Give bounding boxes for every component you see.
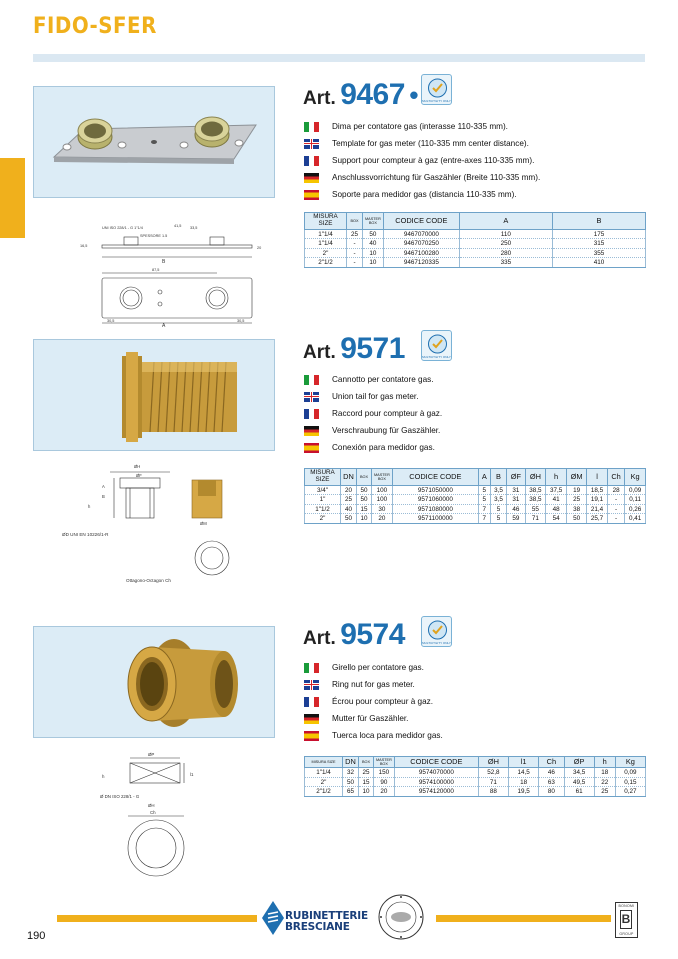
table-cell: 10 <box>363 248 384 258</box>
description-item: Tuerca loca para medidor gas. <box>304 727 443 744</box>
drawing-label: 33,5 <box>190 226 198 230</box>
table-row <box>305 229 646 239</box>
table-cell: 40 <box>363 239 384 249</box>
table-cell: 9467100280 <box>383 248 459 258</box>
table-cell: 410 <box>552 258 645 268</box>
table-cell: 59 <box>507 514 525 524</box>
germany-flag-icon <box>304 173 319 183</box>
table-cell: 20 <box>374 787 395 797</box>
table-cell: 0,15 <box>615 777 645 787</box>
germany-flag-icon <box>304 714 319 724</box>
table-cell: 2"1/2 <box>305 787 343 797</box>
table-cell: 150 <box>374 768 395 778</box>
table-row <box>305 787 646 797</box>
drawing-label: l1 <box>190 772 194 777</box>
table-cell: 37,5 <box>546 485 567 495</box>
drawing-label: A <box>162 323 166 329</box>
table-cell: 100 <box>372 495 393 505</box>
drawing-label: 30,5 <box>107 319 115 323</box>
footer-bar-right <box>436 915 611 922</box>
technical-drawing-9467 <box>62 215 282 330</box>
column-header: BOX <box>347 213 363 230</box>
bonomi-group-logo <box>615 902 638 938</box>
table-cell: 19,1 <box>587 495 608 505</box>
table-cell: 50 <box>343 777 359 787</box>
table-cell: 9574120000 <box>394 787 478 797</box>
table-cell: - <box>607 495 624 505</box>
table-cell: 31 <box>507 485 525 495</box>
description-item: Support pour compteur à gaz (entre-axes 110-335 mm). <box>304 152 540 169</box>
table-cell: 9571100000 <box>392 514 478 524</box>
multiutility-badge <box>421 616 452 647</box>
table-cell: - <box>347 258 363 268</box>
table-cell: 28 <box>607 485 624 495</box>
table-cell: 9571080000 <box>392 504 478 514</box>
table-row <box>305 768 646 778</box>
column-header: DN <box>343 757 359 768</box>
column-header: Ch <box>539 757 564 768</box>
table-cell: 25 <box>347 229 363 239</box>
table-cell: 5 <box>490 504 507 514</box>
table-row <box>305 258 646 268</box>
table-cell: 2" <box>305 248 347 258</box>
article-title-9467 <box>303 78 419 112</box>
table-cell: 7 <box>478 504 490 514</box>
table-cell: 25,7 <box>587 514 608 524</box>
table-cell: 10 <box>357 514 372 524</box>
uk-flag-icon <box>304 392 319 402</box>
badge-caption: MULTIUTILITY ONLY <box>422 641 451 645</box>
column-header: BOX <box>359 757 374 768</box>
table-cell: 7 <box>478 514 490 524</box>
description-list-9571 <box>304 371 442 456</box>
column-header: Kg <box>615 757 645 768</box>
column-header: MISURA SIZE <box>305 469 341 486</box>
table-cell: 38,5 <box>525 495 546 505</box>
spec-table-9571 <box>304 468 646 524</box>
table-row <box>305 495 646 505</box>
table-cell: 5 <box>478 485 490 495</box>
drawing-label: SPESSORE 1.5 <box>140 234 168 238</box>
table-cell: 14,5 <box>509 768 539 778</box>
column-header: ØH <box>478 757 508 768</box>
company-name-line1: RUBINETTERIE <box>285 910 368 922</box>
table-cell: 54 <box>546 514 567 524</box>
technical-drawing-9571 <box>62 458 282 588</box>
drawing-label: ØH <box>134 464 141 469</box>
description-item: Ring nut for gas meter. <box>304 676 443 693</box>
table-cell: 46 <box>507 504 525 514</box>
table-cell: 25 <box>341 495 357 505</box>
description-item: Dima per contatore gas (interasse 110-335 mm). <box>304 118 540 135</box>
table-cell: 50 <box>363 229 384 239</box>
column-header: B <box>552 213 645 230</box>
table-cell: 25 <box>566 495 586 505</box>
table-cell: - <box>347 239 363 249</box>
uk-flag-icon <box>304 680 319 690</box>
description-item: Anschlussvorrichtung für Gaszähler (Breite 110-335 mm). <box>304 169 540 186</box>
column-header: h <box>594 757 615 768</box>
table-cell: 9467120335 <box>383 258 459 268</box>
column-header: A <box>459 213 552 230</box>
table-cell: 0,41 <box>625 514 646 524</box>
table-cell: 2" <box>305 514 341 524</box>
drawing-label: 16,5 <box>80 244 88 248</box>
description-item: Mutter für Gaszähler. <box>304 710 443 727</box>
column-header: l1 <box>509 757 539 768</box>
description-item: Union tail for gas meter. <box>304 388 442 405</box>
article-number: 9467 <box>340 78 405 111</box>
column-header: A <box>478 469 490 486</box>
table-cell: 34,5 <box>564 768 594 778</box>
spain-flag-icon <box>304 190 319 200</box>
table-cell: 61 <box>564 787 594 797</box>
column-header: Kg <box>625 469 646 486</box>
table-cell: 2"1/2 <box>305 258 347 268</box>
page-number: 190 <box>27 930 46 942</box>
table-cell: 100 <box>372 485 393 495</box>
table-cell: 175 <box>552 229 645 239</box>
column-header: ØH <box>525 469 546 486</box>
description-item: Soporte para medidor gas (distancia 110-335 mm). <box>304 186 540 203</box>
table-cell: 1"1/4 <box>305 768 343 778</box>
column-header: CODICE CODE <box>394 757 478 768</box>
table-cell: 110 <box>459 229 552 239</box>
table-cell: 1"1/4 <box>305 229 347 239</box>
column-header: ØF <box>507 469 525 486</box>
table-cell: 335 <box>459 258 552 268</box>
column-header: h <box>546 469 567 486</box>
spain-flag-icon <box>304 731 319 741</box>
column-header: MISURA SIZE <box>305 757 343 768</box>
rubinetterie-bresciane-logo <box>262 899 372 939</box>
table-cell: 18 <box>509 777 539 787</box>
column-header: ØP <box>564 757 594 768</box>
column-header: BOX <box>357 469 372 486</box>
table-cell: 3,5 <box>490 485 507 495</box>
description-item: Écrou pour compteur à gaz. <box>304 693 443 710</box>
table-cell: 80 <box>539 787 564 797</box>
table-cell: 49,5 <box>564 777 594 787</box>
description-item: Conexión para medidor gas. <box>304 439 442 456</box>
table-cell: 9571050000 <box>392 485 478 495</box>
technical-drawing-9574 <box>100 748 220 883</box>
table-row <box>305 514 646 524</box>
france-flag-icon <box>304 156 319 166</box>
group-logo-letter: B <box>620 910 632 929</box>
table-cell: 31 <box>507 495 525 505</box>
italy-flag-icon <box>304 663 319 673</box>
table-cell: 88 <box>478 787 508 797</box>
article-number: 9574 <box>340 618 405 651</box>
article-prefix: Art. <box>303 88 336 109</box>
table-cell: 50 <box>566 514 586 524</box>
badge-caption: MULTIUTILITY ONLY <box>422 355 451 359</box>
table-cell: 32 <box>343 768 359 778</box>
article-title-9574 <box>303 618 405 652</box>
drawing-label: ØF <box>136 473 142 478</box>
table-cell: 280 <box>459 248 552 258</box>
drawing-label: ØP <box>148 752 155 757</box>
table-cell: 19,5 <box>509 787 539 797</box>
spec-table-9467 <box>304 212 646 268</box>
column-header: B <box>490 469 507 486</box>
table-cell: 25 <box>594 787 615 797</box>
drawing-label: B <box>162 259 166 265</box>
table-cell: 41 <box>546 495 567 505</box>
column-header: MASTER BOX <box>372 469 393 486</box>
product-photo-9571 <box>33 339 275 451</box>
drawing-label: h <box>102 774 105 779</box>
france-flag-icon <box>304 697 319 707</box>
group-logo-bottom: GROUP <box>619 932 634 936</box>
table-cell: - <box>607 514 624 524</box>
company-name-line2: BRESCIANE <box>285 921 350 933</box>
section-tab-marker <box>0 158 25 238</box>
italy-flag-icon <box>304 375 319 385</box>
table-cell: 90 <box>374 777 395 787</box>
table-cell: 10 <box>359 787 374 797</box>
table-cell: 3/4" <box>305 485 341 495</box>
drawing-label: UNI ISO 228/1 - G 1"1/4 <box>102 226 143 230</box>
table-row <box>305 239 646 249</box>
column-header: CODICE CODE <box>383 213 459 230</box>
table-cell: 21,4 <box>587 504 608 514</box>
description-item: Girello per contatore gas. <box>304 659 443 676</box>
table-cell: 15 <box>359 777 374 787</box>
table-cell: 355 <box>552 248 645 258</box>
drawing-label: ØM <box>200 521 207 526</box>
drawing-label: B <box>102 494 105 499</box>
table-cell: 5 <box>490 514 507 524</box>
group-logo-top: BONOMI <box>618 904 635 908</box>
badge-caption: MULTIUTILITY ONLY <box>422 99 451 103</box>
table-cell: 50 <box>341 514 357 524</box>
uk-flag-icon <box>304 139 319 149</box>
description-list-9467 <box>304 118 540 203</box>
table-cell: 50 <box>357 485 372 495</box>
table-row <box>305 248 646 258</box>
drawing-label: ØH <box>148 803 155 808</box>
article-prefix: Art. <box>303 628 336 649</box>
table-cell: 65 <box>343 787 359 797</box>
column-header: CODICE CODE <box>392 469 478 486</box>
germany-flag-icon <box>304 426 319 436</box>
drawing-label: A <box>102 484 105 489</box>
table-cell: 250 <box>459 239 552 249</box>
table-cell: 9467070000 <box>383 229 459 239</box>
column-header: MASTER BOX <box>363 213 384 230</box>
table-cell: 9467070250 <box>383 239 459 249</box>
product-photo-9574 <box>33 626 275 738</box>
table-cell: 15 <box>357 504 372 514</box>
table-cell: 20 <box>341 485 357 495</box>
table-row <box>305 504 646 514</box>
table-cell: 0,09 <box>625 485 646 495</box>
table-cell: 0,26 <box>625 504 646 514</box>
drawing-label: Ottagono-Octagon Ch <box>126 578 171 583</box>
italy-flag-icon <box>304 122 319 132</box>
table-cell: 52,8 <box>478 768 508 778</box>
column-header: MASTER BOX <box>374 757 395 768</box>
table-cell: 18 <box>594 768 615 778</box>
column-header: Ch <box>607 469 624 486</box>
table-cell: 10 <box>363 258 384 268</box>
multiutility-badge <box>421 74 452 105</box>
footer-bar-left <box>57 915 257 922</box>
iso-certification-seal-icon <box>377 893 425 941</box>
multiutility-badge <box>421 330 452 361</box>
table-cell: 46 <box>539 768 564 778</box>
table-cell: 1"1/2 <box>305 504 341 514</box>
table-cell: 20 <box>372 514 393 524</box>
header-rule <box>33 54 645 62</box>
table-cell: 315 <box>552 239 645 249</box>
drawing-label: 41,5 <box>174 224 182 228</box>
drawing-label: ØD UNI EN 10226/1-R <box>62 532 109 537</box>
article-prefix: Art. <box>303 342 336 363</box>
table-row <box>305 777 646 787</box>
drawing-label: 87,5 <box>152 268 160 272</box>
brand-title: FIDO-SFER <box>33 14 157 39</box>
france-flag-icon <box>304 409 319 419</box>
drawing-label: Ø DN ISO 228/1 - G <box>100 794 140 799</box>
drawing-label: 30,5 <box>237 319 245 323</box>
table-cell: 38,5 <box>525 485 546 495</box>
table-cell: 19 <box>566 485 586 495</box>
table-cell: - <box>607 504 624 514</box>
table-cell: 48 <box>546 504 567 514</box>
table-cell: 1" <box>305 495 341 505</box>
description-item: Template for gas meter (110-335 mm center distance). <box>304 135 540 152</box>
table-cell: 22 <box>594 777 615 787</box>
spec-table-9574 <box>304 756 646 797</box>
table-cell: 5 <box>478 495 490 505</box>
column-header: ØM <box>566 469 586 486</box>
product-photo-9467 <box>33 86 275 198</box>
table-cell: 9571060000 <box>392 495 478 505</box>
table-cell: 55 <box>525 504 546 514</box>
column-header: MISURA SIZE <box>305 213 347 230</box>
drawing-label: 20 <box>257 246 262 250</box>
description-item: Cannotto per contatore gas. <box>304 371 442 388</box>
table-cell: 1"1/4 <box>305 239 347 249</box>
table-cell: 63 <box>539 777 564 787</box>
table-cell: 40 <box>341 504 357 514</box>
article-title-9571 <box>303 332 405 366</box>
table-cell: 71 <box>478 777 508 787</box>
table-cell: 9574100000 <box>394 777 478 787</box>
table-cell: 0,27 <box>615 787 645 797</box>
rb-mark-icon <box>262 901 284 935</box>
table-cell: 0,11 <box>625 495 646 505</box>
table-cell: 2" <box>305 777 343 787</box>
table-cell: 0,09 <box>615 768 645 778</box>
column-header: l <box>587 469 608 486</box>
table-cell: 9574070000 <box>394 768 478 778</box>
table-cell: 25 <box>359 768 374 778</box>
description-item: Raccord pour compteur à gaz. <box>304 405 442 422</box>
article-marker: • <box>409 80 419 110</box>
table-cell: 18,5 <box>587 485 608 495</box>
drawing-label: h <box>88 504 91 509</box>
table-cell: 3,5 <box>490 495 507 505</box>
table-row <box>305 485 646 495</box>
table-cell: - <box>347 248 363 258</box>
spain-flag-icon <box>304 443 319 453</box>
table-cell: 30 <box>372 504 393 514</box>
table-cell: 38 <box>566 504 586 514</box>
description-item: Verschraubung für Gaszähler. <box>304 422 442 439</box>
table-cell: 71 <box>525 514 546 524</box>
drawing-label: Ch <box>150 810 156 815</box>
column-header: DN <box>341 469 357 486</box>
description-list-9574 <box>304 659 443 744</box>
article-number: 9571 <box>340 332 405 365</box>
table-cell: 50 <box>357 495 372 505</box>
